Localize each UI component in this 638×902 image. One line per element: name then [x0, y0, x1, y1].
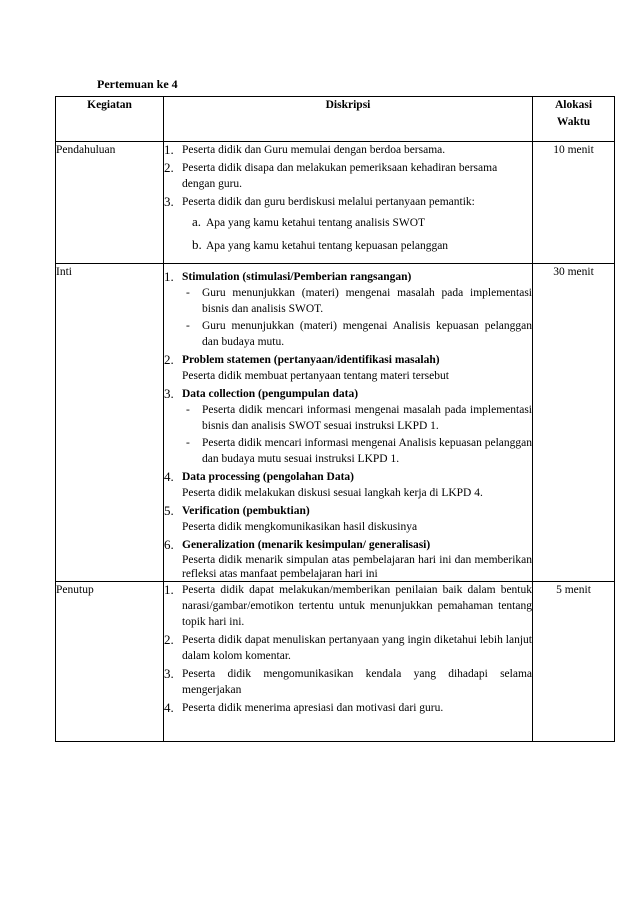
step-description: Peserta didik membuat pertanyaan tentang materi tersebut — [182, 370, 449, 382]
table-header-row — [56, 97, 615, 142]
item-number: 1. — [164, 582, 174, 597]
step-title: Verification (pembuktian) — [182, 505, 310, 517]
header-alokasi-line1: Alokasi — [554, 99, 593, 111]
dash-marker: - — [186, 404, 190, 416]
dash-marker: - — [186, 287, 190, 299]
item-text: Peserta didik dapat menuliskan pertanyaan yang ingin diketahui lebih lanjut dalam kolom komentar. — [182, 634, 532, 662]
activity-description — [164, 142, 533, 264]
item-number: 4. — [164, 700, 174, 715]
step-number: 5. — [164, 503, 174, 518]
dash-text: Guru menunjukkan (materi) mengenai masalah pada implementasi bisnis dan analisis SWOT. — [202, 287, 532, 315]
activity-label: Penutup — [56, 582, 164, 742]
item-text: Peserta didik dan Guru memulai dengan berdoa bersama. — [182, 144, 446, 156]
list-item — [164, 503, 532, 535]
step-number: 1. — [164, 269, 174, 284]
item-text: Peserta didik menerima apresiasi dan motivasi dari guru. — [182, 702, 444, 714]
sub-item — [182, 237, 532, 254]
sub-item-letter: a. — [192, 214, 202, 229]
lesson-plan-table — [55, 96, 615, 742]
list-item — [164, 160, 532, 192]
dash-marker: - — [186, 437, 190, 449]
dash-item — [182, 285, 532, 317]
activity-description — [164, 582, 533, 742]
item-text: Peserta didik disapa dan melakukan pemeriksaan kehadiran bersama dengan guru. — [182, 162, 498, 190]
step-title: Data collection (pengumpulan data) — [182, 388, 359, 400]
header-kegiatan: Kegiatan — [56, 97, 164, 142]
sub-item-text: Apa yang kamu ketahui tentang kepuasan pelanggan — [206, 240, 449, 252]
time-allocation: 5 menit — [533, 582, 615, 742]
time-allocation: 10 menit — [533, 142, 615, 264]
item-text: Peserta didik dapat melakukan/memberikan penilaian baik dalam bentuk narasi/gambar/emotikon tertentu untuk menunjukkan pemahaman tentang topik hari ini. — [182, 584, 532, 628]
step-title: Problem statemen (pertanyaan/identifikasi masalah) — [182, 354, 440, 366]
section-heading: Pertemuan ke 4 — [97, 77, 178, 91]
item-number: 2. — [164, 160, 174, 175]
list-item — [164, 386, 532, 467]
step-title: Generalization (menarik kesimpulan/ generalisasi) — [182, 539, 431, 551]
list-item — [164, 666, 532, 698]
time-allocation: 30 menit — [533, 264, 615, 582]
dash-text: Peserta didik mencari informasi mengenai masalah pada implementasi bisnis dan analisis SWOT sesuai instruksi LKPD 1. — [202, 404, 532, 432]
activity-label: Pendahuluan — [56, 142, 164, 264]
sub-item-letter: b. — [192, 237, 202, 252]
header-alokasi-waktu — [533, 97, 615, 142]
item-text: Peserta didik mengomunikasikan kendala yang dihadapi selama mengerjakan — [182, 668, 532, 696]
item-number: 2. — [164, 632, 174, 647]
step-description: Peserta didik menarik simpulan atas pembelajaran hari ini dan memberikan refleksi atas manfaat pembelajaran hari ini — [182, 554, 532, 580]
step-description: Peserta didik mengkomunikasikan hasil diskusinya — [182, 521, 418, 533]
step-title: Data processing (pengolahan Data) — [182, 471, 354, 483]
list-item — [164, 632, 532, 664]
dash-text: Peserta didik mencari informasi mengenai Analisis kepuasan pelanggan dan budaya mutu sesuai instruksi LKPD 1. — [202, 437, 532, 465]
list-item — [164, 700, 532, 716]
item-number: 3. — [164, 666, 174, 681]
dash-item — [182, 318, 532, 350]
item-number: 1. — [164, 142, 174, 157]
activity-description — [164, 264, 533, 582]
table-row-penutup — [56, 582, 615, 742]
sub-item — [182, 214, 532, 231]
step-title: Stimulation (stimulasi/Pemberian rangsangan) — [182, 271, 412, 283]
list-item — [164, 142, 532, 158]
header-alokasi-line2: Waktu — [556, 116, 591, 128]
activity-label: Inti — [56, 264, 164, 582]
dash-marker: - — [186, 320, 190, 332]
item-text: Peserta didik dan guru berdiskusi melalui pertanyaan pemantik: — [182, 196, 475, 208]
dash-item — [182, 435, 532, 467]
list-item — [164, 537, 532, 581]
item-number: 3. — [164, 194, 174, 209]
list-item — [164, 582, 532, 630]
step-number: 6. — [164, 537, 174, 552]
step-number: 4. — [164, 469, 174, 484]
table-row-inti — [56, 264, 615, 582]
list-item — [164, 469, 532, 501]
step-number: 2. — [164, 352, 174, 367]
dash-text: Guru menunjukkan (materi) mengenai Analisis kepuasan pelanggan dan budaya mutu. — [202, 320, 532, 348]
step-number: 3. — [164, 386, 174, 401]
list-item — [164, 194, 532, 254]
sub-item-text: Apa yang kamu ketahui tentang analisis SWOT — [206, 217, 426, 229]
table-row-pendahuluan — [56, 142, 615, 264]
step-description: Peserta didik melakukan diskusi sesuai langkah kerja di LKPD 4. — [182, 487, 483, 499]
header-diskripsi: Diskripsi — [164, 97, 533, 142]
list-item — [164, 352, 532, 384]
dash-item — [182, 402, 532, 434]
list-item — [164, 269, 532, 350]
